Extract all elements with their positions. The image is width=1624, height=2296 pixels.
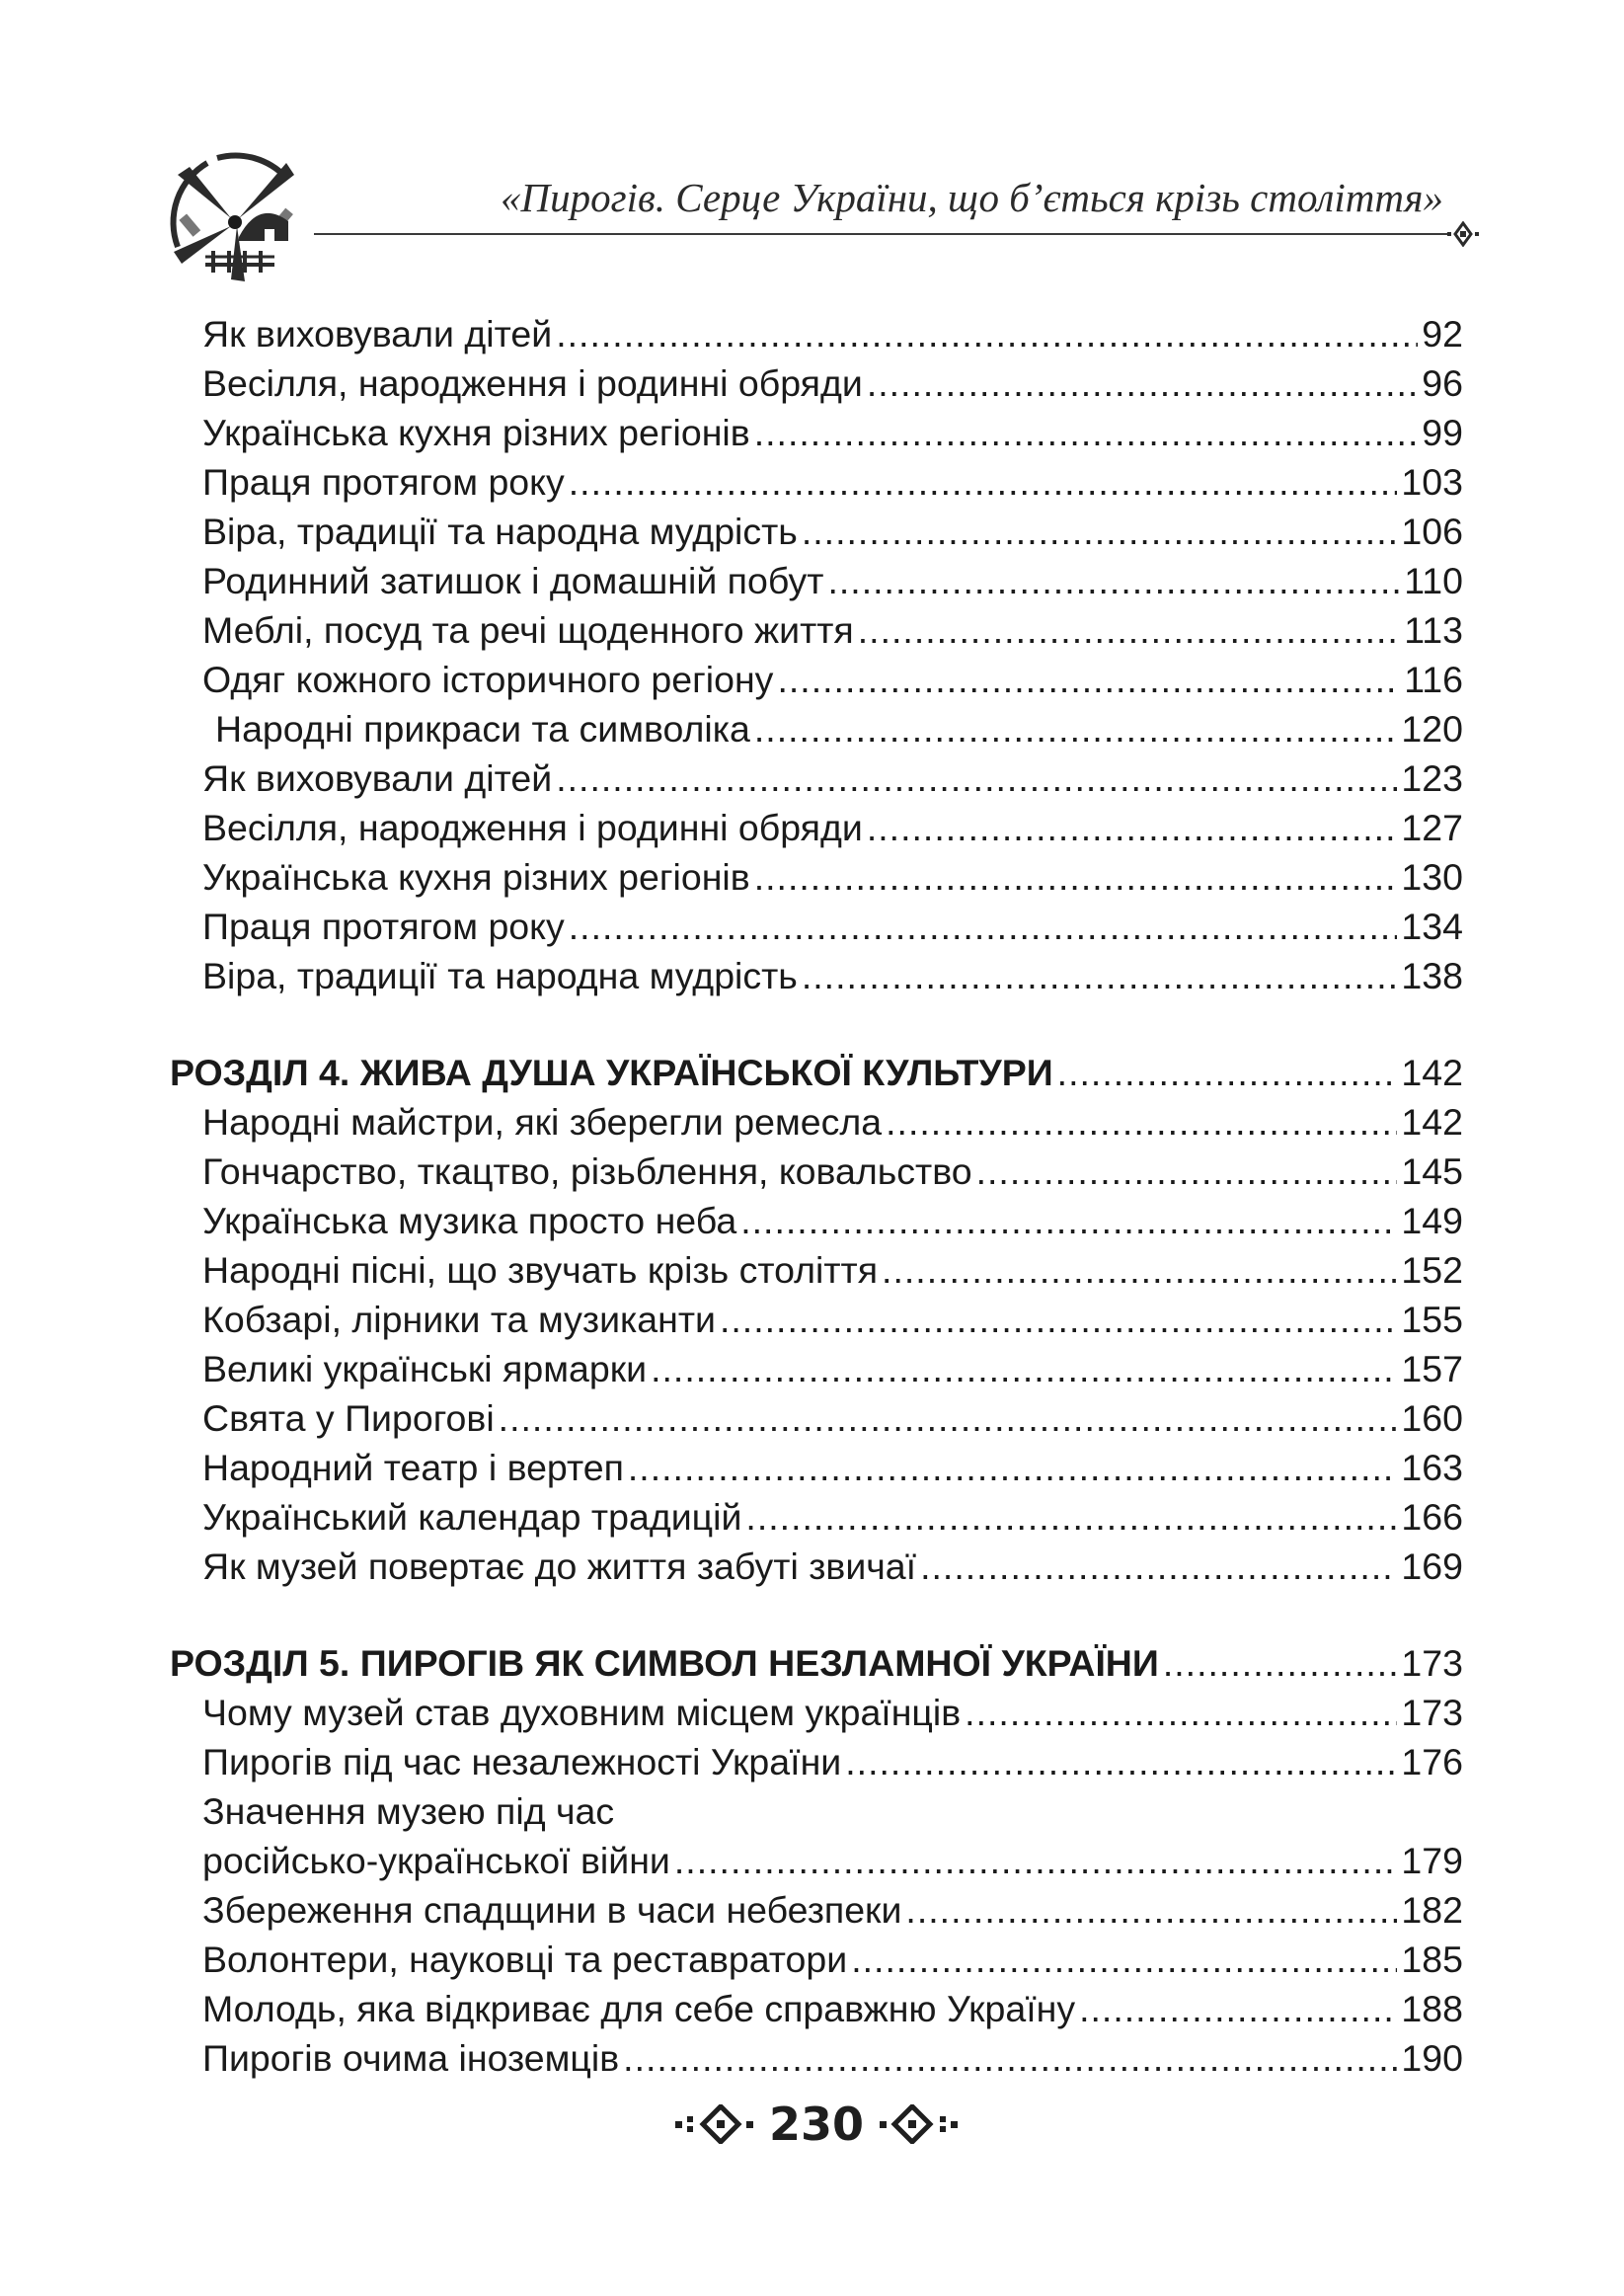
dot-leader bbox=[674, 1839, 1398, 1883]
dot-leader bbox=[882, 1248, 1397, 1293]
toc-entry-title: Пирогів під час незалежності України bbox=[202, 1741, 842, 1782]
toc-entry-title: Весілля, народження і родинні обряди bbox=[202, 362, 863, 404]
toc-entry-page: 127 bbox=[1401, 807, 1463, 848]
toc-entry-page: 134 bbox=[1401, 906, 1463, 947]
toc-entry-title: Молодь, яка відкриває для себе справжню Україну bbox=[202, 1988, 1076, 2029]
toc-entry-page: 106 bbox=[1401, 511, 1463, 552]
toc-entry[interactable] bbox=[202, 1199, 1463, 1243]
toc-entry-title: Віра, традиції та народна мудрість bbox=[202, 511, 798, 552]
toc-entry-page: 182 bbox=[1401, 1889, 1463, 1931]
dot-leader bbox=[867, 806, 1398, 850]
dot-leader bbox=[569, 460, 1398, 505]
dot-leader bbox=[623, 2036, 1397, 2081]
toc-entry-page: 155 bbox=[1401, 1299, 1463, 1340]
toc-entry-page: 157 bbox=[1401, 1348, 1463, 1389]
toc-entry[interactable] bbox=[202, 658, 1463, 702]
dot-leader bbox=[976, 1149, 1398, 1194]
toc-entry-page: 110 bbox=[1404, 560, 1463, 601]
page-footer bbox=[0, 2097, 1624, 2166]
toc-entry-title: Як виховували дітей bbox=[202, 313, 553, 355]
toc-entry[interactable] bbox=[202, 1446, 1463, 1490]
toc-entry[interactable] bbox=[202, 411, 1463, 455]
toc-entry-page: 130 bbox=[1401, 856, 1463, 898]
dot-leader bbox=[845, 1740, 1397, 1784]
toc-entry[interactable] bbox=[202, 1691, 1463, 1735]
dot-leader bbox=[754, 855, 1398, 900]
toc-entry-page: 103 bbox=[1401, 461, 1463, 503]
toc-entry-title: Родинний затишок і домашній побут bbox=[202, 560, 824, 601]
toc-entry[interactable] bbox=[202, 1347, 1463, 1391]
toc-entry-page: 123 bbox=[1401, 757, 1463, 799]
dot-leader bbox=[827, 559, 1400, 603]
toc-section-page: 173 bbox=[1401, 1642, 1463, 1684]
toc-entry[interactable] bbox=[202, 1298, 1463, 1342]
toc-entry[interactable] bbox=[202, 1149, 1463, 1194]
toc-entry-title: Народні майстри, які зберегли ремесла bbox=[202, 1101, 883, 1143]
dot-leader bbox=[886, 1100, 1397, 1145]
toc-entry[interactable] bbox=[215, 707, 1463, 752]
toc-entry[interactable] bbox=[202, 1248, 1463, 1293]
toc-entry-title: Свята у Пирогові bbox=[202, 1397, 495, 1439]
toc-entry-first-line[interactable] bbox=[202, 1789, 1463, 1834]
toc-entry-page: 185 bbox=[1401, 1939, 1463, 1980]
toc-entry-page: 166 bbox=[1401, 1496, 1463, 1538]
toc-entry[interactable] bbox=[202, 1495, 1463, 1540]
toc-entry-page: 188 bbox=[1401, 1988, 1463, 2029]
toc-entry[interactable] bbox=[202, 510, 1463, 554]
dot-leader bbox=[802, 510, 1398, 554]
toc-entry-page: 152 bbox=[1401, 1249, 1463, 1291]
dot-leader bbox=[1079, 1987, 1397, 2031]
toc-entry[interactable] bbox=[202, 905, 1463, 949]
toc-entry-page: 173 bbox=[1401, 1692, 1463, 1733]
dot-leader bbox=[965, 1691, 1397, 1735]
toc-entry-page: 96 bbox=[1422, 362, 1463, 404]
header-divider bbox=[314, 233, 1447, 235]
dot-leader bbox=[556, 312, 1418, 356]
toc-entry-title-continued: російсько-української війни bbox=[202, 1840, 670, 1881]
toc-entry-title: Гончарство, ткацтво, різьблення, ковальство bbox=[202, 1150, 972, 1192]
dot-leader bbox=[777, 658, 1400, 702]
toc-entry-title: Українська музика просто неба bbox=[202, 1200, 737, 1241]
toc-entry[interactable] bbox=[202, 1100, 1463, 1145]
embroidery-ornament-icon bbox=[673, 2104, 760, 2144]
toc-entry-title: Пирогів очима іноземців bbox=[202, 2037, 620, 2079]
dot-leader bbox=[1057, 1051, 1398, 1095]
toc-entry-title: Народні прикраси та символіка bbox=[215, 708, 750, 750]
toc-entry-title: Український календар традицій bbox=[202, 1496, 742, 1538]
toc-entry-title: Українська кухня різних регіонів bbox=[202, 412, 750, 453]
dot-leader bbox=[851, 1938, 1397, 1982]
toc-entry[interactable] bbox=[202, 1544, 1463, 1589]
toc-entry-page: 92 bbox=[1422, 313, 1463, 355]
toc-entry[interactable] bbox=[202, 1938, 1463, 1982]
toc-entry-title: Чому музей став духовним місцем українців bbox=[202, 1692, 962, 1733]
toc-entry-page: 163 bbox=[1401, 1447, 1463, 1488]
toc-entry[interactable] bbox=[202, 855, 1463, 900]
toc-entry-title: Як музей повертає до життя забуті звичаї bbox=[202, 1545, 917, 1587]
dot-leader bbox=[740, 1199, 1397, 1243]
toc-entry-title: Волонтери, науковці та реставратори bbox=[202, 1939, 848, 1980]
toc-entry-page: 145 bbox=[1401, 1150, 1463, 1192]
toc-entry-page: 113 bbox=[1404, 609, 1463, 651]
dot-leader bbox=[920, 1544, 1397, 1589]
dot-leader bbox=[905, 1888, 1397, 1933]
toc-section-title: РОЗДІЛ 4. ЖИВА ДУША УКРАЇНСЬКОЇ КУЛЬТУРИ bbox=[170, 1052, 1053, 1093]
toc-entry-title: Народний театр і вертеп bbox=[202, 1447, 624, 1488]
dot-leader bbox=[858, 608, 1400, 653]
toc-entry-page: 160 bbox=[1401, 1397, 1463, 1439]
toc-entry[interactable] bbox=[202, 1839, 1463, 1883]
toc-entry[interactable] bbox=[202, 1740, 1463, 1784]
toc-entry[interactable] bbox=[202, 756, 1463, 801]
toc-entry-title: Як виховували дітей bbox=[202, 757, 553, 799]
toc-entry-page: 149 bbox=[1401, 1200, 1463, 1241]
toc-section-page: 142 bbox=[1401, 1052, 1463, 1093]
toc-entry-page: 138 bbox=[1401, 955, 1463, 996]
dot-leader bbox=[628, 1446, 1398, 1490]
toc-entry-title: Кобзарі, лірники та музиканти bbox=[202, 1299, 716, 1340]
dot-leader bbox=[651, 1347, 1397, 1391]
toc-entry[interactable] bbox=[202, 1888, 1463, 1933]
toc-entry-title: Віра, традиції та народна мудрість bbox=[202, 955, 798, 996]
toc-entry-title: Одяг кожного історичного регіону bbox=[202, 659, 774, 700]
toc-entry-title: Народні пісні, що звучать крізь століття bbox=[202, 1249, 879, 1291]
toc-entry-page: 142 bbox=[1401, 1101, 1463, 1143]
toc-entry[interactable] bbox=[202, 1987, 1463, 2031]
toc-entry[interactable] bbox=[202, 460, 1463, 505]
toc-entry-page: 179 bbox=[1401, 1840, 1463, 1881]
toc-entry-title: Значення музею під час bbox=[202, 1790, 615, 1832]
dot-leader bbox=[569, 905, 1398, 949]
toc-entry[interactable] bbox=[202, 1396, 1463, 1441]
dot-leader bbox=[556, 756, 1397, 801]
toc-entry-title: Українська кухня різних регіонів bbox=[202, 856, 750, 898]
embroidery-ornament-icon bbox=[873, 2104, 960, 2144]
toc-entry-title: Меблі, посуд та речі щоденного життя bbox=[202, 609, 854, 651]
toc-entry-title: Збереження спадщини в часи небезпеки bbox=[202, 1889, 902, 1931]
windmill-emblem-icon bbox=[148, 138, 326, 286]
running-header bbox=[148, 138, 1481, 286]
dot-leader bbox=[745, 1495, 1397, 1540]
toc-entry[interactable] bbox=[202, 312, 1463, 356]
toc-entry-page: 120 bbox=[1401, 708, 1463, 750]
toc-section-heading[interactable] bbox=[170, 1641, 1463, 1686]
toc-entry-title: Великі українські ярмарки bbox=[202, 1348, 648, 1389]
toc-entry[interactable] bbox=[202, 806, 1463, 850]
running-header-title: «Пирогів. Серце України, що б’ється крізь століття» bbox=[501, 175, 1443, 220]
toc-entry-title: Весілля, народження і родинні обряди bbox=[202, 807, 863, 848]
toc-entry-page: 99 bbox=[1422, 412, 1463, 453]
toc-entry-page: 169 bbox=[1401, 1545, 1463, 1587]
dot-leader bbox=[499, 1396, 1398, 1441]
toc-entry[interactable] bbox=[202, 954, 1463, 998]
dot-leader bbox=[754, 707, 1398, 752]
toc-section-title: РОЗДІЛ 5. ПИРОГІВ ЯК СИМВОЛ НЕЗЛАМНОЇ УКРАЇНИ bbox=[170, 1642, 1159, 1684]
toc-entry-page: 176 bbox=[1401, 1741, 1463, 1782]
toc-section-heading[interactable] bbox=[170, 1051, 1463, 1095]
toc-entry[interactable] bbox=[202, 559, 1463, 603]
dot-leader bbox=[1163, 1641, 1398, 1686]
toc-entry[interactable] bbox=[202, 608, 1463, 653]
toc-entry-title: Праця протягом року bbox=[202, 461, 565, 503]
toc-entry-page: 116 bbox=[1404, 659, 1463, 700]
toc-entry-page: 190 bbox=[1401, 2037, 1463, 2079]
dot-leader bbox=[720, 1298, 1397, 1342]
toc-entry[interactable] bbox=[202, 2036, 1463, 2081]
dot-leader bbox=[754, 411, 1419, 455]
toc-entry-title: Праця протягом року bbox=[202, 906, 565, 947]
dot-leader bbox=[802, 954, 1398, 998]
toc-entry[interactable] bbox=[202, 361, 1463, 406]
page-number: 230 bbox=[768, 2098, 865, 2151]
dot-leader bbox=[867, 361, 1418, 406]
embroidery-ornament-icon bbox=[1445, 221, 1481, 247]
